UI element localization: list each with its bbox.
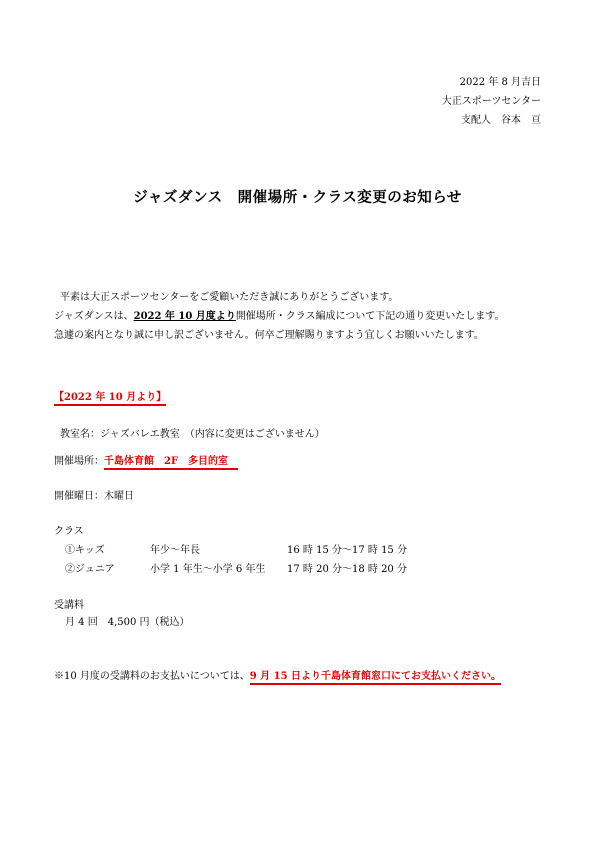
class-name: ②ジュニア <box>65 564 115 575</box>
class-row <box>0 560 595 579</box>
payment-note-pre: ※10 月度の受講料のお支払いについては、 <box>54 671 250 682</box>
class-time: 16 時 15 分～17 時 15 分 <box>287 545 407 556</box>
classes-heading: クラス <box>54 526 84 537</box>
class-grade: 年少～年長 <box>150 545 200 556</box>
day-of-week: 開催曜日：木曜日 <box>54 491 134 502</box>
payment-note-highlight: 9 月 15 日より千島体育館窓口にてお支払いください。 <box>250 671 501 685</box>
payment-note <box>54 667 501 686</box>
organization-name: 大正スポーツセンター <box>441 96 541 107</box>
issue-date: 2022 年 8 月吉日 <box>459 77 541 88</box>
venue-value: 千島体育館 2F 多目的室 <box>104 456 238 470</box>
effective-label: 【2022 年 10 月より】 <box>54 392 166 406</box>
fee-value: 月 4 回 4,500 円（税込） <box>65 617 190 628</box>
fee-heading: 受講料 <box>54 600 84 611</box>
intro-line-1: 平素は大正スポーツセンターをご愛顧いただき誠にありがとうございます。 <box>60 292 399 303</box>
effective-heading <box>54 388 166 407</box>
venue-line <box>54 452 238 471</box>
class-row <box>0 541 595 560</box>
class-grade: 小学 1 年生～小学 6 年生 <box>150 564 266 575</box>
class-name: ①キッズ <box>65 545 105 556</box>
signatory: 支配人 谷本 亘 <box>461 115 541 126</box>
effective-date-highlight: 2022 年 10 月度より <box>133 311 236 322</box>
intro-line-2 <box>54 307 505 326</box>
classroom-name: 教室名：ジャズバレエ教室 （内容に変更はございません） <box>60 429 325 440</box>
intro-line-2-pre: ジャズダンスは、 <box>54 311 134 322</box>
venue-label: 開催場所： <box>54 456 104 467</box>
document-title: ジャズダンス 開催場所・クラス変更のお知らせ <box>133 189 462 206</box>
class-time: 17 時 20 分～18 時 20 分 <box>287 564 407 575</box>
intro-line-3: 急遽の案内となり誠に申し訳ございません。何卒ご理解賜りますよう宜しくお願いいたします。 <box>54 330 484 341</box>
intro-line-2-post: 開催場所・クラス編成について下記の通り変更いたします。 <box>235 311 505 322</box>
